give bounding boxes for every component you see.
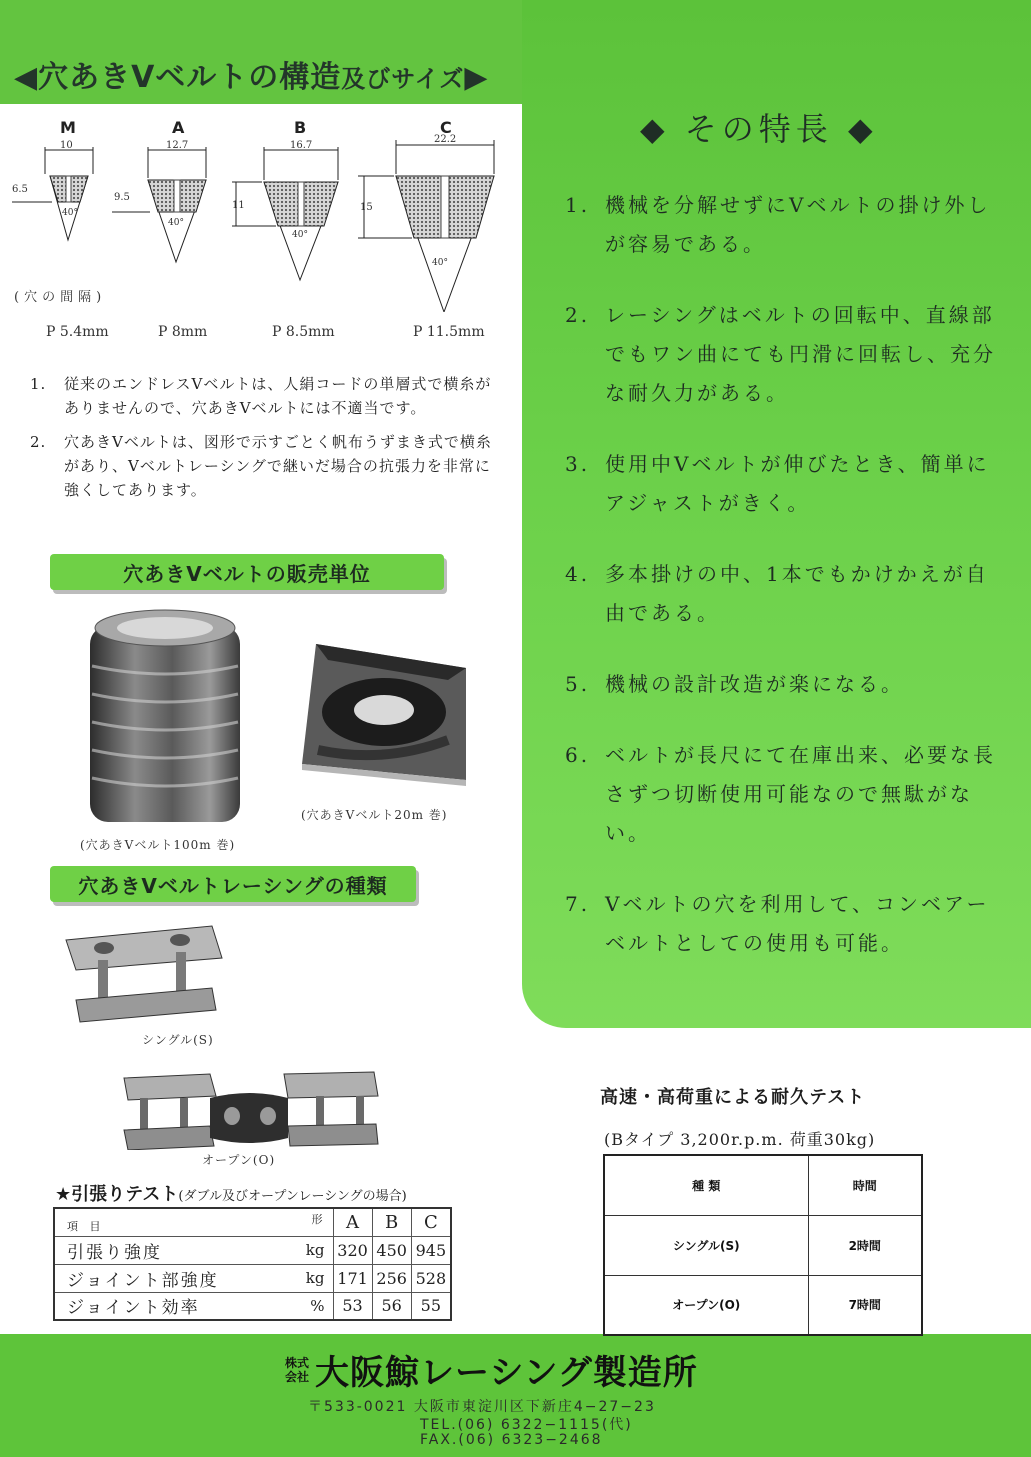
company-fax: FAX.(06) 6323−2468 [420, 1432, 603, 1448]
belt-box-20m-image [298, 640, 470, 786]
angle-m: 40° [62, 208, 78, 218]
belt-c-section [358, 140, 494, 312]
feature-item: 3. 使用中Vベルトが伸びたとき、簡単にアジャストがきく。 [565, 452, 990, 515]
table-row: シングル(S) 2時間 [604, 1215, 922, 1275]
lacing-types-banner: 穴あきVベルトレーシングの種類 [50, 866, 416, 902]
table-header-row: 種 類 時間 [604, 1155, 922, 1215]
table-header-row: 項 目 形 A B C [54, 1208, 451, 1236]
features-title: ◆ その特長 ◆ [640, 110, 878, 148]
single-lacing-image [62, 916, 224, 1026]
feature-item: 1. 機械を分解せずにVベルトの掛け外しが容易である。 [565, 193, 991, 256]
pitch-m: P 5.4mm [46, 324, 109, 340]
caption-20m: (穴あきVベルト20m 巻) [301, 808, 448, 822]
dim-b-height: 11 [232, 200, 245, 211]
caption-single: シングル(S) [142, 1033, 214, 1047]
company-tel: TEL.(06) 6322−1115(代) [420, 1417, 633, 1433]
angle-a: 40° [168, 218, 184, 228]
feature-item: 4. 多本掛けの中、1本でもかけかえが自由である。 [565, 562, 989, 625]
dim-a-width: 12.7 [166, 140, 189, 151]
dim-c-height: 15 [360, 202, 373, 213]
structure-notes [30, 372, 500, 512]
table-row: 引張り強度 kg 320 450 945 [54, 1236, 451, 1264]
size-a-label: A [172, 118, 185, 137]
belt-a-section [112, 147, 206, 262]
dim-a-height: 9.5 [114, 192, 130, 203]
endurance-test-subtitle: (Bタイプ 3,200r.p.m. 荷重30kg) [604, 1130, 876, 1149]
pitch-a: P 8mm [158, 324, 208, 340]
company-name: 株式 会社 大阪鯨レーシング製造所 [285, 1353, 698, 1393]
caption-open: オープン(O) [202, 1153, 276, 1167]
open-lacing-image [120, 1068, 382, 1150]
features-list [565, 186, 1005, 963]
belt-roll-100m-image [86, 606, 246, 832]
page-title: ◀穴あきVベルトの構造及びサイズ▶ [14, 60, 489, 95]
angle-c: 40° [432, 258, 448, 268]
dim-c-width: 22.2 [434, 134, 457, 145]
feature-item: 6. ベルトが長尺にて在庫出来、必要な長さずつ切断使用可能なので無駄がない。 [565, 743, 996, 845]
company-address: 〒533-0021 大阪市東淀川区下新庄4−27−23 [308, 1399, 656, 1415]
dim-m-width: 10 [60, 140, 73, 151]
caption-100m: (穴あきVベルト100m 巻) [80, 838, 236, 852]
note-item: 1. 従来のエンドレスVベルトは、人絹コードの単層式で横糸がありませんので、穴あきVベルトには不適当です。 [30, 375, 492, 417]
angle-b: 40° [292, 230, 308, 240]
belt-b-section [232, 147, 338, 280]
table-row: ジョイント部強度 kg 171 256 528 [54, 1264, 451, 1292]
sales-unit-banner: 穴あきVベルトの販売単位 [50, 554, 444, 590]
title-right-arrow-icon: ▶ [464, 60, 489, 95]
feature-item: 7. Vベルトの穴を利用して、コンベアーベルトとしての使用も可能。 [565, 892, 990, 955]
feature-item: 5. 機械の設計改造が楽になる。 [565, 672, 904, 696]
pitch-b: P 8.5mm [272, 324, 335, 340]
table-row: オープン(O) 7時間 [604, 1275, 922, 1335]
dim-m-height: 6.5 [12, 184, 28, 195]
size-b-label: B [294, 118, 307, 137]
tension-test-table [53, 1207, 452, 1321]
pitch-c: P 11.5mm [413, 324, 485, 340]
endurance-test-table [603, 1154, 923, 1336]
title-left-arrow-icon: ◀ [14, 60, 39, 95]
hole-spacing-caption: (穴の間隔) [14, 290, 107, 305]
tension-test-heading: ★引張りテスト(ダブル及びオープンレーシングの場合) [55, 1184, 407, 1205]
size-m-label: M [60, 118, 76, 137]
endurance-test-title: 高速・高荷重による耐久テスト [600, 1087, 866, 1108]
size-c-label: C [440, 118, 452, 137]
table-row: ジョイント効率 % 53 56 55 [54, 1292, 451, 1320]
dim-b-width: 16.7 [290, 140, 313, 151]
note-item: 2. 穴あきVベルトは、図形で示すごとく帆布うずまき式で横糸があり、Vベルトレーシングで継いだ場合の抗張力を非常に強くしてあります。 [30, 433, 492, 499]
feature-item: 2. レーシングはベルトの回転中、直線部でもワン曲にても円滑に回転し、充分な耐久力がある。 [565, 303, 996, 405]
